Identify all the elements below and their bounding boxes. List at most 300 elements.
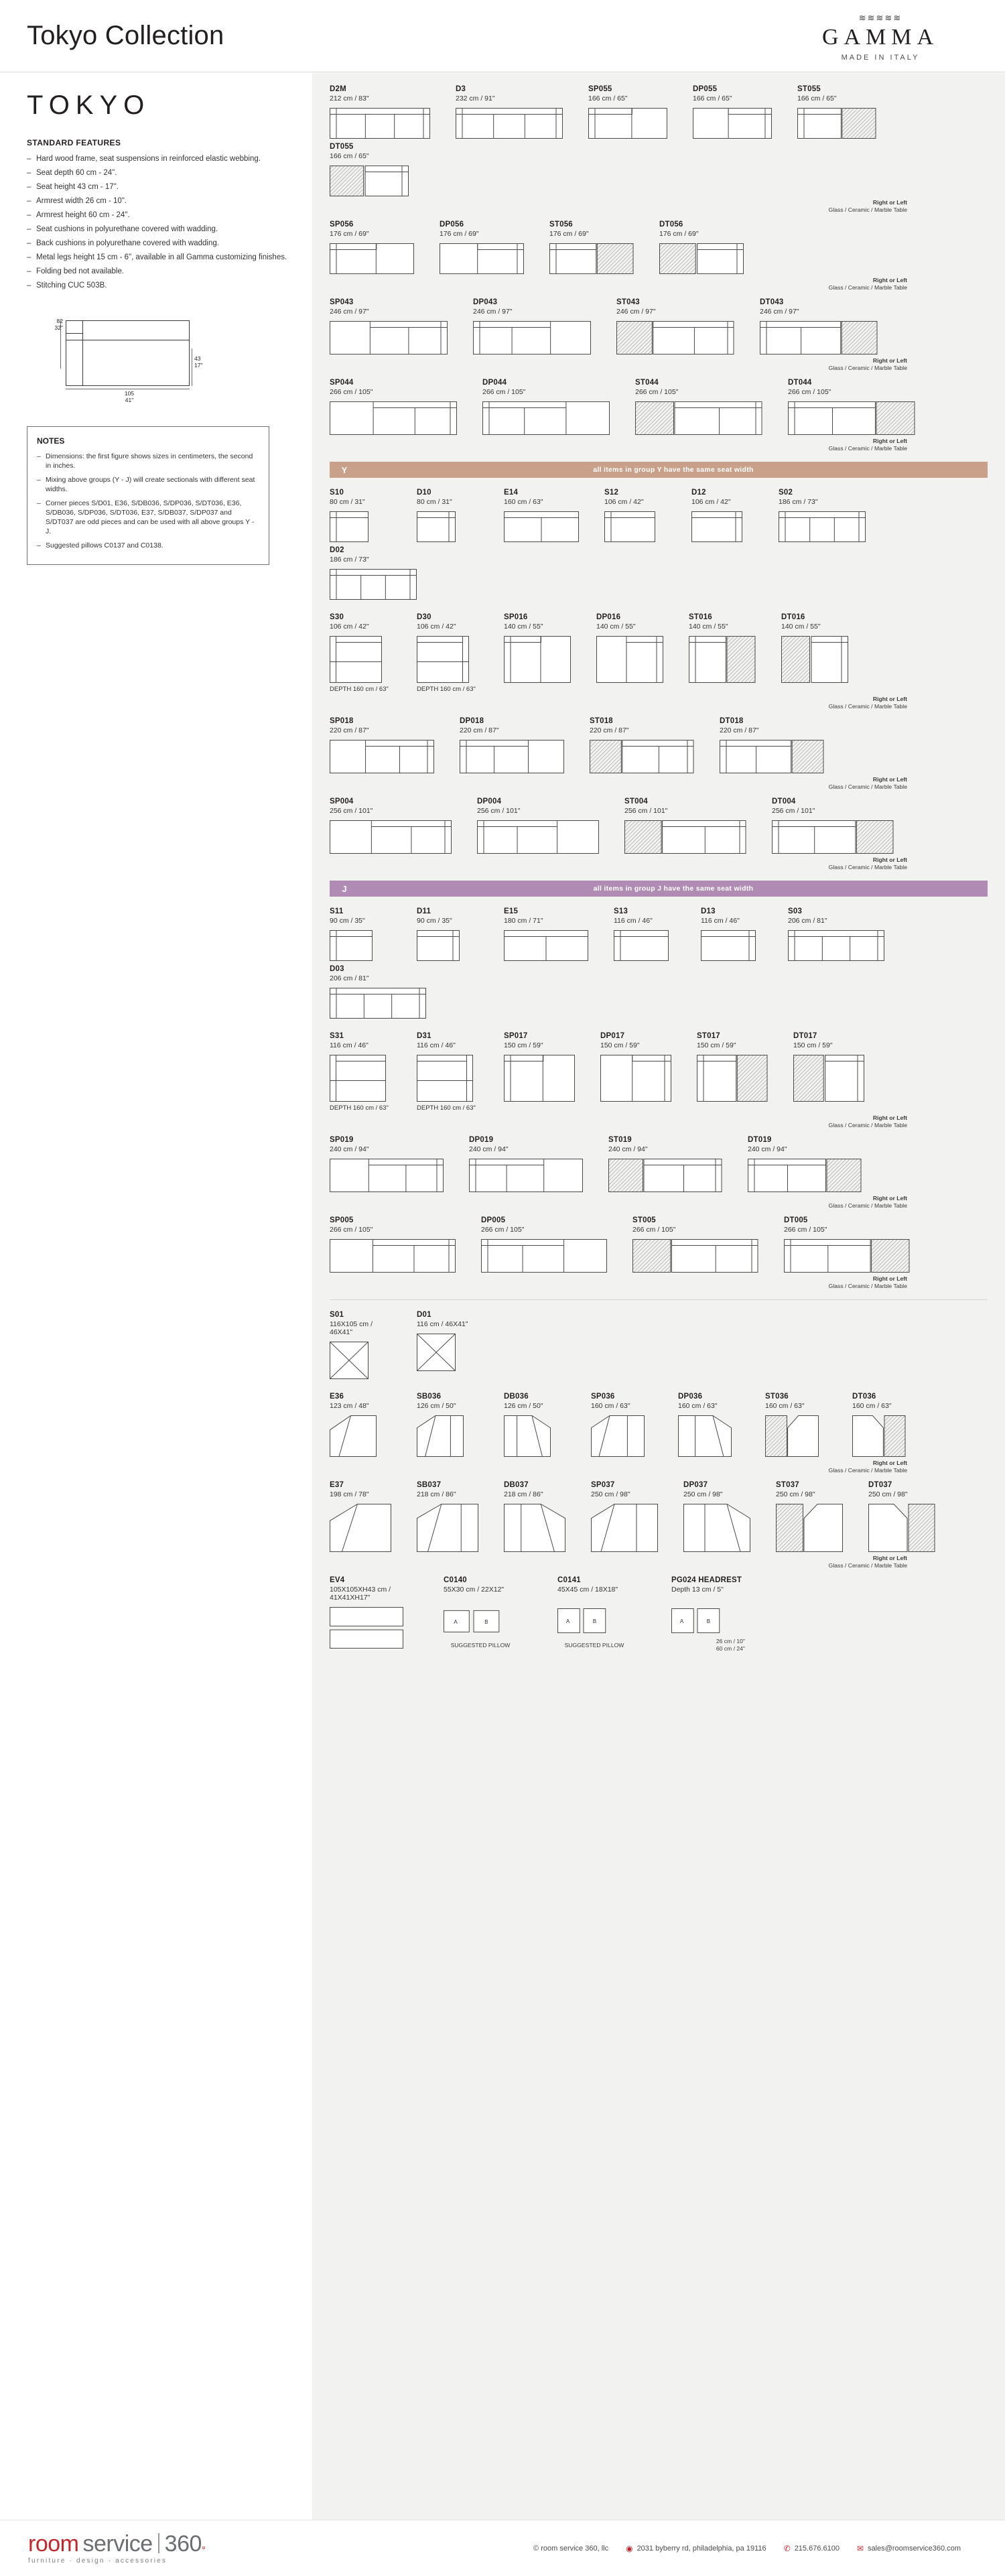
item-code: DP037 [683,1481,708,1489]
item-dimensions: 240 cm / 94" [469,1145,509,1153]
catalog-item[interactable] [596,613,663,693]
item-drawing [330,166,409,196]
catalog-item[interactable] [417,489,478,542]
catalog-item[interactable] [417,907,478,961]
accessory-note: SUGGESTED PILLOW [450,1642,511,1649]
catalog-item[interactable] [330,1136,444,1192]
item-drawing [330,1055,391,1102]
item-dimensions: 166 cm / 65" [588,94,628,103]
mail-icon: ✉ [856,2543,864,2553]
item-code: S30 [330,613,344,621]
item-dimensions: 123 cm / 48" [330,1402,369,1410]
item-dimensions: 160 cm / 63" [852,1402,892,1410]
feature-item: – Armrest width 26 cm - 10". [27,196,289,206]
catalog-item[interactable] [330,220,414,274]
item-depth-note: DEPTH 160 cm / 63" [417,686,476,693]
item-drawing [504,930,588,961]
item-dimensions: 150 cm / 59" [697,1041,736,1049]
item-code: D30 [417,613,431,621]
row-option-note [330,277,988,292]
glass-table-label: Glass / Ceramic / Marble Table [828,445,907,452]
item-code: DP056 [440,220,464,229]
feature-item: – Back cushions in polyurethane covered with wadding. [27,239,289,249]
catalog-item[interactable] [614,907,675,961]
collection-title: TOKYO [27,90,151,120]
brand-name: GAMMA [821,25,939,50]
catalog-item[interactable] [330,907,391,961]
catalog-item[interactable] [504,489,579,542]
logo-room-text: room [28,2530,79,2557]
right-or-left-label: Right or Left [872,1460,907,1466]
item-code: DT036 [852,1393,876,1401]
item-dimensions: 116 cm / 46" [417,1041,456,1049]
standard-features-list [27,154,289,291]
catalog-item[interactable] [678,1393,740,1457]
item-code: D2M [330,85,346,93]
item-dimensions: 206 cm / 81" [788,917,827,925]
item-dimensions: 220 cm / 87" [330,726,369,734]
catalog-row [330,1311,988,1383]
glass-table-label: Glass / Ceramic / Marble Table [828,1562,907,1569]
catalog-item[interactable] [784,1216,910,1273]
catalog-item[interactable] [460,717,564,773]
catalog-row [330,298,988,359]
catalog-item[interactable] [748,1136,862,1192]
row-option-note [330,199,988,214]
item-code: S02 [779,489,793,497]
item-drawing [504,636,571,683]
catalog-item[interactable] [604,489,666,542]
accessory-dimensions: 55X30 cm / 22X12" [444,1586,505,1594]
item-dimensions: 198 cm / 78" [330,1490,369,1498]
item-drawing [330,108,430,139]
catalog-item[interactable] [693,85,772,139]
item-dimensions: 116 cm / 46X41" [417,1320,468,1328]
item-dimensions: 176 cm / 69" [330,230,369,238]
row-option-note [330,1195,988,1210]
item-drawing [330,1159,444,1192]
accessory-code: C0141 [557,1576,581,1584]
feature-item: – Seat depth 60 cm - 24". [27,168,289,178]
brand-logo [793,13,967,62]
item-drawing [591,1415,653,1457]
item-drawing [784,1239,910,1273]
item-dimensions: 150 cm / 59" [504,1041,543,1049]
catalog-item[interactable] [779,489,866,542]
accessory-drawing [671,1599,745,1638]
item-code: DT055 [330,143,354,151]
footer-email: sales@roomservice360.com [868,2544,961,2553]
item-dimensions: 166 cm / 65" [330,152,369,160]
item-drawing [469,1159,583,1192]
item-code: SB037 [417,1481,442,1489]
catalog-item[interactable] [330,1032,391,1112]
item-code: DT043 [760,298,784,306]
catalog-item[interactable] [330,613,391,693]
item-dimensions: 106 cm / 42" [604,498,644,506]
dimension-diagram [31,308,232,409]
row-option-note [330,438,988,452]
row-option-note [330,1114,988,1129]
catalog-item[interactable] [330,85,430,139]
accessory-item[interactable] [330,1576,403,1653]
catalog-item[interactable] [793,1032,864,1112]
item-dimensions: 186 cm / 73" [779,498,818,506]
item-dimensions: 176 cm / 69" [659,230,699,238]
right-or-left-label: Right or Left [872,1195,907,1202]
item-drawing [600,1055,671,1102]
note-item: – Mixing above groups (Y - J) will create sectionals with different seat widths. [37,475,259,494]
item-depth-note: DEPTH 160 cm / 63" [417,1104,476,1112]
glass-table-label: Glass / Ceramic / Marble Table [828,365,907,371]
item-drawing [748,1159,862,1192]
catalog-item[interactable] [632,1216,758,1273]
catalog-item[interactable] [635,379,762,435]
catalog-item[interactable] [616,298,734,355]
item-dimensions: 240 cm / 94" [330,1145,369,1153]
catalog-item[interactable] [720,717,824,773]
catalog-item[interactable] [481,1216,607,1273]
accessory-drawing [444,1599,517,1638]
item-dimensions: 176 cm / 69" [440,230,479,238]
item-drawing [330,930,391,961]
item-drawing [697,1055,768,1102]
dimension-depth-label: 105 41" [124,390,135,403]
catalog-item[interactable] [330,546,417,600]
item-drawing [614,930,675,961]
footer-phone-block[interactable] [784,2544,840,2553]
item-code: DP005 [481,1216,506,1224]
item-code: DT016 [781,613,805,621]
catalog-item[interactable] [659,220,744,274]
right-or-left-label: Right or Left [872,1275,907,1282]
right-or-left-label: Right or Left [872,438,907,444]
item-code: ST043 [616,298,640,306]
item-drawing [788,930,884,961]
item-code: D10 [417,489,431,497]
catalog-row [330,1136,988,1196]
catalog-item[interactable] [504,613,571,693]
catalog-item[interactable] [868,1481,935,1552]
catalog-item[interactable] [689,613,756,693]
catalog-item[interactable] [330,965,426,1019]
item-dimensions: 246 cm / 97" [473,308,513,316]
sofa-backrest-line [66,320,190,340]
item-drawing [788,401,915,435]
note-item: – Corner pieces S/D01, E36, S/DB036, S/DP036, S/DT036, E36, S/DB036, S/DP036, S/DT036, E37, S/DB037, S/DP037 and S/DT037 are odd pieces and can be used with all above groups Y - J. [37,499,259,536]
item-dimensions: 266 cm / 105" [788,388,831,396]
item-dimensions: 106 cm / 42" [691,498,731,506]
accessory-code: PG024 HEADREST [671,1576,742,1584]
item-dimensions: 150 cm / 59" [600,1041,640,1049]
catalog-item[interactable] [330,489,391,542]
item-dimensions: 160 cm / 63" [765,1402,805,1410]
catalog-item[interactable] [417,1311,478,1379]
item-drawing [417,930,478,961]
catalog-item[interactable] [591,1393,653,1457]
catalog-item[interactable] [330,1481,391,1552]
item-code: SP016 [504,613,528,621]
glass-table-label: Glass / Ceramic / Marble Table [828,703,907,710]
feature-item: – Seat height 43 cm - 17". [27,182,289,192]
item-dimensions: 116 cm / 46" [614,917,653,925]
item-dimensions: 206 cm / 81" [330,974,369,982]
item-drawing [852,1415,914,1457]
item-code: SP043 [330,298,354,306]
item-drawing [781,636,848,683]
item-dimensions: 180 cm / 71" [504,917,543,925]
row-spacer [330,604,988,613]
item-drawing [549,243,634,274]
catalog-item[interactable] [469,1136,583,1192]
catalog-item[interactable] [473,298,591,355]
item-dimensions: 256 cm / 101" [772,807,815,815]
item-code: SP018 [330,717,354,725]
item-drawing [460,740,564,773]
notes-heading: NOTES [37,436,65,446]
catalog-item[interactable] [624,797,746,854]
item-code: DT018 [720,717,744,725]
catalog-item[interactable] [590,717,694,773]
item-drawing [659,243,744,274]
item-code: S12 [604,489,619,497]
glass-table-label: Glass / Ceramic / Marble Table [828,1467,907,1474]
item-drawing [635,401,762,435]
catalog-item[interactable] [477,797,599,854]
logo-tagline: furniture · design · accessories [28,2557,168,2565]
item-drawing [482,401,610,435]
item-code: D02 [330,546,344,554]
group-band-y [330,462,988,478]
glass-table-label: Glass / Ceramic / Marble Table [828,206,907,213]
item-dimensions: 140 cm / 55" [596,623,636,631]
accessory-item[interactable] [557,1576,631,1653]
catalog-panel [312,73,1005,2520]
item-code: D01 [417,1311,431,1319]
row-option-note [330,1555,988,1569]
catalog-item[interactable] [504,907,588,961]
footer-address-block [626,2544,766,2553]
item-code: ST055 [797,85,821,93]
item-code: DT017 [793,1032,817,1040]
row-option-note [330,776,988,791]
catalog-item[interactable] [417,1032,478,1112]
accessory-drawing [557,1599,631,1638]
feature-item: – Folding bed not available. [27,267,289,277]
item-drawing [693,108,772,139]
catalog-item[interactable] [588,85,667,139]
item-dimensions: 250 cm / 98" [683,1490,723,1498]
item-dimensions: 266 cm / 105" [784,1226,827,1234]
glass-table-label: Glass / Ceramic / Marble Table [828,1202,907,1209]
catalog-item[interactable] [788,907,884,961]
item-code: S11 [330,907,344,915]
item-dimensions: 160 cm / 63" [504,498,543,506]
catalog-item[interactable] [330,717,434,773]
dimension-seat-height-label: 43 17" [194,355,203,369]
item-code: ST004 [624,797,648,806]
item-drawing [683,1504,750,1552]
catalog-item[interactable] [691,489,753,542]
catalog-item[interactable] [330,1311,391,1379]
item-drawing [596,636,663,683]
item-dimensions: 240 cm / 94" [748,1145,787,1153]
catalog-item[interactable] [788,379,915,435]
item-code: DT005 [784,1216,808,1224]
item-dimensions: 220 cm / 87" [720,726,759,734]
item-dimensions: 160 cm / 63" [591,1402,630,1410]
catalog-item[interactable] [330,797,452,854]
accessory-sub-dim-2: 60 cm / 24" [716,1645,745,1652]
item-dimensions: 140 cm / 55" [504,623,543,631]
item-code: ST017 [697,1032,720,1040]
item-code: S31 [330,1032,344,1040]
catalog-item[interactable] [852,1393,914,1457]
catalog-item[interactable] [440,220,524,274]
item-drawing [330,243,414,274]
catalog-item[interactable] [504,1032,575,1112]
right-or-left-label: Right or Left [872,856,907,863]
item-drawing [772,820,894,854]
item-drawing [440,243,524,274]
item-code: E37 [330,1481,344,1489]
item-code: DT037 [868,1481,892,1489]
catalog-item[interactable] [456,85,563,139]
catalog-item[interactable] [504,1481,565,1552]
catalog-item[interactable] [330,298,448,355]
item-code: DP018 [460,717,484,725]
item-code: D13 [701,907,716,915]
logo-divider [158,2533,159,2553]
item-code: DP043 [473,298,498,306]
item-drawing [330,820,452,854]
catalog-item[interactable] [482,379,610,435]
item-depth-note: DEPTH 160 cm / 63" [330,686,389,693]
catalog-item[interactable] [549,220,634,274]
notes-box [27,426,269,565]
catalog-item[interactable] [330,1393,391,1457]
item-dimensions: 80 cm / 31" [330,498,365,506]
item-dimensions: 150 cm / 59" [793,1041,833,1049]
item-code: ST044 [635,379,659,387]
row-option-note [330,357,988,372]
dimension-height-label: 82 32" [54,318,63,331]
pin-icon: ◉ [626,2543,633,2553]
item-code: SP004 [330,797,354,806]
item-code: DP019 [469,1136,494,1144]
item-dimensions: 126 cm / 50" [417,1402,456,1410]
item-dimensions: 166 cm / 65" [693,94,732,103]
item-drawing [330,988,426,1019]
item-drawing [797,108,876,139]
item-code: DT056 [659,220,683,229]
item-code: ST005 [632,1216,656,1224]
row-option-note [330,1460,988,1474]
item-dimensions: 250 cm / 98" [591,1490,630,1498]
catalog-item[interactable] [417,1481,478,1552]
brand-mark-icon: ≋≋≋≋≋ [858,13,902,23]
item-code: DP055 [693,85,718,93]
item-code: DP044 [482,379,507,387]
right-or-left-label: Right or Left [872,1114,907,1121]
catalog-item[interactable] [591,1481,658,1552]
item-drawing [330,321,448,355]
item-drawing [604,511,666,542]
catalog-item[interactable] [683,1481,750,1552]
catalog-item[interactable] [417,613,478,693]
catalog-item[interactable] [701,907,762,961]
catalog-item[interactable] [765,1393,827,1457]
footer-copyright: © room service 360, llc [533,2544,609,2553]
logo-degree-symbol: ° [201,2544,206,2556]
catalog-item[interactable] [330,143,409,196]
item-code: SB036 [417,1393,442,1401]
item-drawing [504,1055,575,1102]
page-title: Tokyo Collection [27,21,224,50]
item-dimensions: 90 cm / 35" [417,917,452,925]
accessories-row [330,1576,988,1657]
item-code: DT019 [748,1136,772,1144]
accessory-drawing [330,1607,403,1649]
catalog-item[interactable] [772,797,894,854]
catalog-item[interactable] [608,1136,722,1192]
catalog-item[interactable] [417,1393,478,1457]
accessory-item[interactable] [671,1576,745,1653]
item-code: D12 [691,489,706,497]
item-code: DB037 [504,1481,529,1489]
item-dimensions: 266 cm / 105" [330,1226,373,1234]
catalog-item[interactable] [797,85,876,139]
item-code: ST018 [590,717,613,725]
right-or-left-label: Right or Left [872,696,907,702]
item-drawing [417,1334,478,1371]
item-code: D11 [417,907,431,915]
glass-table-label: Glass / Ceramic / Marble Table [828,1122,907,1129]
catalog-row [330,1216,988,1277]
group-letter: J [330,881,359,897]
item-code: SP036 [591,1393,615,1401]
item-drawing [473,321,591,355]
catalog-item[interactable] [760,298,878,355]
roomservice-logo[interactable] [28,2532,206,2565]
catalog-item[interactable] [600,1032,671,1112]
item-drawing [588,108,667,139]
catalog-item[interactable] [504,1393,565,1457]
item-drawing [776,1504,843,1552]
item-drawing [330,1342,391,1379]
svg-text:A: A [454,1619,458,1626]
catalog-item[interactable] [330,1216,456,1273]
item-code: DP017 [600,1032,625,1040]
catalog-item[interactable] [330,379,457,435]
item-code: S10 [330,489,344,497]
item-dimensions: 218 cm / 86" [504,1490,543,1498]
catalog-item[interactable] [776,1481,843,1552]
item-drawing [330,636,391,683]
accessory-item[interactable] [444,1576,517,1653]
catalog-item[interactable] [697,1032,768,1112]
catalog-row [330,1032,988,1116]
item-dimensions: 106 cm / 42" [417,623,456,631]
group-description: all items in group Y have the same seat width [359,462,988,478]
accessory-code: C0140 [444,1576,467,1584]
note-item: – Suggested pillows C0137 and C0138. [37,541,259,550]
item-dimensions: 106 cm / 42" [330,623,369,631]
footer-email-block[interactable] [857,2544,961,2553]
catalog-item[interactable] [781,613,848,693]
item-dimensions: 246 cm / 97" [760,308,799,316]
svg-text:B: B [592,1618,597,1624]
